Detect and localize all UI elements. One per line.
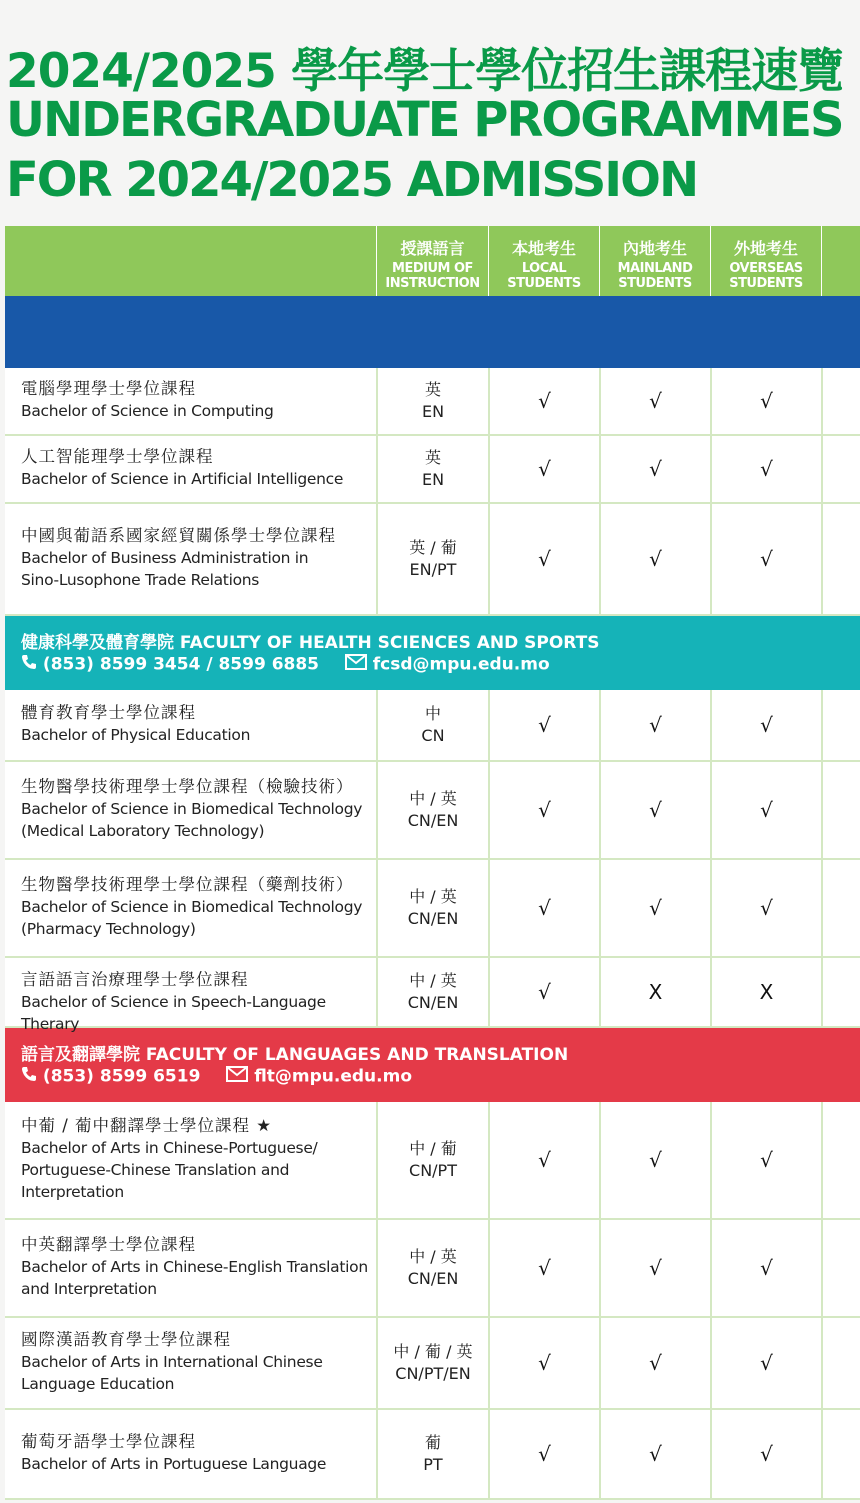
eligibility-local: √ — [488, 504, 599, 614]
phone-icon — [21, 654, 37, 675]
extra-column-cell — [821, 1220, 860, 1316]
programme-name-en: Bachelor of Arts in Chinese-English Translation — [21, 1258, 368, 1276]
programme-name — [21, 378, 370, 422]
table-row — [5, 762, 860, 860]
programme-name-en: Bachelor of Science in Biomedical Technology — [21, 898, 363, 916]
medium-of-instruction — [376, 690, 488, 760]
medium-zh: 英 / 葡 — [409, 538, 457, 557]
phone-icon — [21, 1066, 37, 1087]
eligibility-local: √ — [488, 1318, 599, 1408]
eligibility-mainland: √ — [599, 504, 710, 614]
medium-zh: 中 / 英 — [409, 789, 457, 808]
medium-en: EN — [421, 402, 445, 421]
eligibility-local: √ — [488, 1220, 599, 1316]
programme-name-en: Sino-Lusophone Trade Relations — [21, 571, 260, 589]
extra-column-cell — [821, 504, 860, 614]
title-zh: 2024/2025 學年學士學位招生課程速覽 — [6, 44, 844, 99]
eligibility-local: √ — [488, 436, 599, 502]
extra-column-cell — [821, 436, 860, 502]
medium-of-instruction — [376, 368, 488, 434]
medium-zh: 中 / 葡 — [409, 1139, 457, 1158]
programme-name-zh: 中國與葡語系國家經貿關係學士學位課程 — [21, 526, 336, 545]
header-local: 本地考生 LOCAL STUDENTS — [488, 226, 599, 296]
medium-zh: 中 / 英 — [409, 1247, 457, 1266]
medium-of-instruction — [376, 1318, 488, 1408]
programme-name-zh: 中英翻譯學士學位課程 — [21, 1235, 196, 1254]
medium-of-instruction — [376, 1102, 488, 1218]
table-row — [5, 1220, 860, 1318]
programme-name-en: Bachelor of Arts in Chinese-Portuguese/ — [21, 1139, 318, 1157]
programme-name — [21, 1329, 370, 1395]
medium-of-instruction — [376, 762, 488, 858]
extra-column-cell — [821, 1318, 860, 1408]
eligibility-overseas: √ — [710, 436, 821, 502]
eligibility-overseas: √ — [710, 504, 821, 614]
programme-name — [21, 446, 370, 490]
programme-name — [21, 969, 370, 1035]
faculty-lang-phone: (853) 8599 6519 — [42, 1066, 201, 1087]
title-en-line2: FOR 2024/2025 ADMISSION — [6, 152, 698, 208]
extra-column-cell — [821, 762, 860, 858]
medium-of-instruction — [376, 860, 488, 956]
medium-zh: 中 — [424, 704, 441, 723]
table-row — [5, 1410, 860, 1500]
eligibility-mainland: √ — [599, 1410, 710, 1498]
medium-en: CN — [421, 726, 445, 745]
table-row — [5, 436, 860, 504]
medium-of-instruction — [376, 1220, 488, 1316]
programme-name — [21, 702, 370, 746]
programme-name-en: Bachelor of Business Administration in — [21, 549, 309, 567]
faculty-health-email: fcsd@mpu.edu.mo — [372, 654, 550, 675]
medium-of-instruction — [376, 504, 488, 614]
eligibility-overseas: X — [710, 958, 821, 1026]
eligibility-mainland: X — [599, 958, 710, 1026]
faculty-band-languages — [5, 1028, 860, 1102]
eligibility-mainland: √ — [599, 860, 710, 956]
medium-zh: 英 — [424, 380, 441, 399]
eligibility-overseas: √ — [710, 690, 821, 760]
medium-zh: 中 / 英 — [409, 971, 457, 990]
programme-name-en: Bachelor of Science in Biomedical Technology — [21, 800, 363, 818]
table-row — [5, 958, 860, 1033]
programme-name-zh: 生物醫學技術理學士學位課程（檢驗技術） — [21, 777, 354, 796]
extra-column-cell — [821, 690, 860, 760]
medium-en: CN/EN — [407, 811, 459, 830]
eligibility-local: √ — [488, 860, 599, 956]
programme-name-en: and Interpretation — [21, 1280, 157, 1298]
programme-name — [21, 776, 370, 842]
programme-name-en: (Medical Laboratory Technology) — [21, 822, 265, 840]
medium-of-instruction — [376, 436, 488, 502]
header-mainland: 內地考生 MAINLAND STUDENTS — [599, 226, 710, 296]
extra-column-cell — [821, 1410, 860, 1498]
medium-en: CN/PT/EN — [395, 1364, 471, 1383]
faculty-health-name: 健康科學及體育學院 FACULTY OF HEALTH SCIENCES AND SPORTS — [21, 633, 600, 653]
eligibility-local: √ — [488, 762, 599, 858]
programme-name-zh: 生物醫學技術理學士學位課程（藥劑技術） — [21, 875, 354, 894]
eligibility-overseas: √ — [710, 368, 821, 434]
eligibility-mainland: √ — [599, 1102, 710, 1218]
title-en-line1: UNDERGRADUATE PROGRAMMES — [6, 92, 843, 148]
programme-name-en: Portuguese-Chinese Translation and — [21, 1161, 290, 1179]
medium-en: CN/EN — [407, 993, 459, 1012]
table-row — [5, 504, 860, 616]
programme-name — [21, 874, 370, 940]
programme-name-zh: 人工智能理學士學位課程 — [21, 447, 214, 466]
eligibility-overseas: √ — [710, 1102, 821, 1218]
programme-name-en: (Pharmacy Technology) — [21, 920, 196, 938]
header-extra — [821, 226, 860, 296]
medium-en: PT — [423, 1455, 443, 1474]
eligibility-mainland: √ — [599, 368, 710, 434]
eligibility-mainland: √ — [599, 762, 710, 858]
eligibility-overseas: √ — [710, 1410, 821, 1498]
medium-en: CN/EN — [407, 1269, 459, 1288]
programme-name-en: Bachelor of Arts in International Chinese — [21, 1353, 323, 1371]
programme-name-en: Interpretation — [21, 1183, 124, 1201]
medium-en: CN/PT — [409, 1161, 457, 1180]
eligibility-mainland: √ — [599, 436, 710, 502]
medium-zh: 中 / 葡 / 英 — [393, 1342, 473, 1361]
header-overseas: 外地考生 OVERSEAS STUDENTS — [710, 226, 821, 296]
eligibility-mainland: √ — [599, 1220, 710, 1316]
eligibility-local: √ — [488, 958, 599, 1026]
programme-name-en: Bachelor of Science in Computing — [21, 402, 274, 420]
eligibility-local: √ — [488, 368, 599, 434]
extra-column-cell — [821, 368, 860, 434]
extra-column-cell — [821, 1102, 860, 1218]
eligibility-local: √ — [488, 690, 599, 760]
medium-zh: 英 — [424, 448, 441, 467]
eligibility-local: √ — [488, 1102, 599, 1218]
eligibility-overseas: √ — [710, 860, 821, 956]
programme-name — [21, 525, 370, 591]
faculty-health-phone: (853) 8599 3454 / 8599 6885 — [42, 654, 320, 675]
medium-zh: 中 / 英 — [409, 887, 457, 906]
programme-name-en: Bachelor of Science in Speech-Language Therary — [21, 993, 326, 1033]
programme-name — [21, 1431, 370, 1475]
medium-zh: 葡 — [424, 1433, 441, 1452]
table-header — [5, 226, 860, 296]
medium-en: CN/EN — [407, 909, 459, 928]
eligibility-mainland: √ — [599, 690, 710, 760]
programme-name — [21, 1234, 370, 1300]
programme-name — [21, 1115, 370, 1203]
faculty-lang-email: flt@mpu.edu.mo — [254, 1066, 413, 1087]
eligibility-overseas: √ — [710, 1220, 821, 1316]
programme-name-en: Bachelor of Science in Artificial Intelligence — [21, 470, 344, 488]
programme-name-zh: 電腦學理學士學位課程 — [21, 379, 196, 398]
table-row — [5, 1102, 860, 1220]
programme-name-zh: 葡萄牙語學士學位課程 — [21, 1432, 196, 1451]
extra-column-cell — [821, 958, 860, 1026]
programme-name-en: Bachelor of Physical Education — [21, 726, 251, 744]
eligibility-overseas: √ — [710, 762, 821, 858]
table-row — [5, 368, 860, 436]
faculty-lang-name: 語言及翻譯學院 FACULTY OF LANGUAGES AND TRANSLATION — [21, 1045, 569, 1065]
medium-en: EN — [421, 470, 445, 489]
programme-name-zh: 言語語言治療理學士學位課程 — [21, 970, 249, 989]
faculty-band-blue — [5, 296, 860, 368]
extra-column-cell — [821, 860, 860, 956]
eligibility-overseas: √ — [710, 1318, 821, 1408]
header-medium: 授課語言 MEDIUM OF INSTRUCTION — [376, 226, 488, 296]
programme-name-en: Bachelor of Arts in Portuguese Language — [21, 1455, 327, 1473]
programme-name-en: Language Education — [21, 1375, 175, 1393]
medium-en: EN/PT — [409, 560, 457, 579]
table-row — [5, 1318, 860, 1410]
faculty-band-health — [5, 616, 860, 690]
eligibility-mainland: √ — [599, 1318, 710, 1408]
programme-name-zh: 中葡 / 葡中翻譯學士學位課程 ★ — [21, 1116, 273, 1135]
table-row — [5, 860, 860, 958]
table-row — [5, 690, 860, 762]
medium-of-instruction — [376, 1410, 488, 1498]
medium-of-instruction — [376, 958, 488, 1026]
programme-name-zh: 體育教育學士學位課程 — [21, 703, 196, 722]
mail-icon — [345, 654, 367, 675]
programme-name-zh: 國際漢語教育學士學位課程 — [21, 1330, 231, 1349]
mail-icon — [226, 1066, 248, 1087]
eligibility-local: √ — [488, 1410, 599, 1498]
